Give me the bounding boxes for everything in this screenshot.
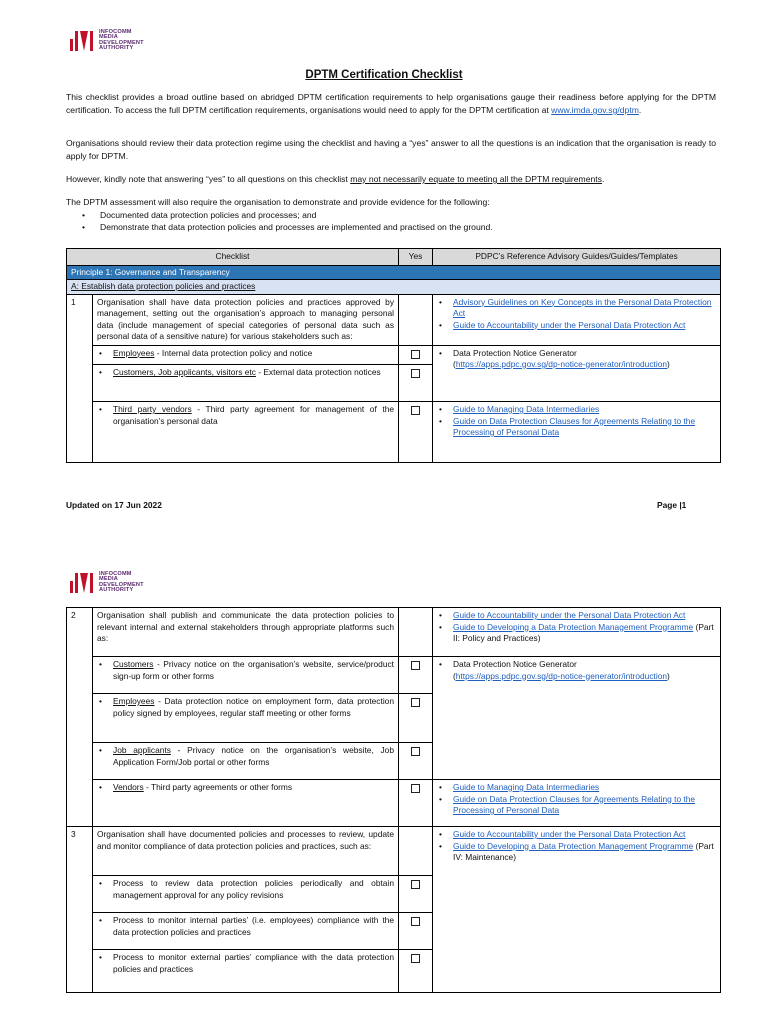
question-1-row (67, 294, 721, 345)
page-number: Page |1 (657, 500, 687, 510)
question-3-text: Organisation shall have documented policies and processes to review, update and monitor compliance of data protection policies and practices, such as: (93, 827, 399, 876)
q1-item-vendors-row (67, 402, 721, 463)
q2-job-applicants-checkbox[interactable] (411, 747, 420, 756)
q1-item-customers: • Customers, Job applicants, visitors etc - External data protection notices (97, 367, 394, 379)
imda-dptm-link[interactable]: www.imda.gov.sg/dptm (551, 105, 639, 115)
question-3-number: 3 (67, 827, 93, 993)
q3-external-checkbox[interactable] (411, 954, 420, 963)
q2-item-customers: • Customers - Privacy notice on the organisation’s website, service/product sign-up form or other forms (97, 659, 394, 682)
intro-paragraph-1: This checklist provides a broad outline based on abridged DPTM certification requirements to help organisations gauge their readiness before applying for the DPTM certification. To access the full DPTM certification requirements, organisations would need to apply for the DPTM certification at www.imda.gov.sg/dptm. (66, 92, 716, 115)
header-reference: PDPC’s Reference Advisory Guides/Guides/Templates (433, 249, 721, 266)
q3-item-review: • Process to review data protection policies periodically and obtain management approval for any policy revisions (97, 878, 394, 901)
header-yes: Yes (399, 249, 433, 266)
intro-paragraph-3-text: However, kindly note that answering “yes” to all questions on this checklist (66, 174, 351, 184)
q2-item-vendors: • Vendors - Third party agreements or other forms (97, 782, 394, 794)
logo-line-2: MEDIA (99, 34, 119, 41)
notice-generator-link[interactable]: https://apps.pdpc.gov.sg/dp-notice-generator/introduction (455, 359, 668, 369)
imda-logo (70, 30, 144, 52)
q1-employees-checkbox[interactable] (411, 350, 420, 359)
updated-date: Updated on 17 Jun 2022 (66, 500, 162, 510)
q2-notice-generator-link[interactable]: https://apps.pdpc.gov.sg/dp-notice-generator/introduction (455, 670, 668, 681)
q2-item-employees: • Employees - Data protection notice on employment form, data protection policy signed by employees, regular staff meeting or other forms (97, 696, 394, 719)
question-3-row (67, 827, 721, 876)
logo2-line-1: INFOCOMM (99, 571, 132, 577)
q2-customers-checkbox[interactable] (411, 661, 420, 670)
q2-vendors-checkbox[interactable] (411, 784, 420, 793)
q3-item-external-compliance: • Process to monitor external parties’ compliance with the data protection policies and practices (97, 952, 394, 975)
q1-customers-checkbox[interactable] (411, 369, 420, 378)
q1-item-vendors: • Third party vendors - Third party agreement for management of the organisation’s personal data (97, 404, 394, 427)
logo2-line-3: DEVELOPMENT (99, 581, 144, 588)
ref-key-concepts-link[interactable]: Advisory Guidelines on Key Concepts in the Personal Data Protection Act (453, 296, 712, 318)
question-2-row (67, 608, 721, 657)
logo2-line-4: AUTHORITY (99, 587, 134, 594)
logo-line-4: AUTHORITY (99, 45, 134, 52)
q1-vendor-references (433, 402, 721, 463)
logo2-line-2: MEDIA (99, 576, 119, 583)
q3-review-checkbox[interactable] (411, 880, 420, 889)
question-3-references: • Guide to Accountability under the Personal Data Protection Act • Guide to Developing a Data Protection Management Programme (Part IV: Maintenance) (433, 827, 721, 993)
q1-vendors-checkbox[interactable] (411, 406, 420, 415)
header-checklist: Checklist (67, 249, 399, 266)
intro-paragraph-1-text: This checklist provides a broad outline based on abridged DPTM certification requirements to help organisations gauge their readiness before applying for the DPTM certification. To access the full DPTM certification requirements, organisations would need to apply for the DPTM certification at (66, 92, 716, 115)
logo-line-3: DEVELOPMENT (99, 39, 144, 46)
imda-logo-mark-page-2 (70, 573, 95, 593)
intro-paragraph-3-emphasis: may not necessarily equate to meeting all the DPTM requirements (350, 174, 602, 184)
principle-1-row: Principle 1: Governance and Transparency (67, 265, 721, 280)
section-a-row: A: Establish data protection policies and practices (67, 280, 721, 295)
q2-ref-dpmp-link[interactable]: Guide to Developing a Data Protection Management Programme (453, 621, 694, 632)
q3-internal-checkbox[interactable] (411, 917, 420, 926)
imda-logo-mark (70, 31, 95, 51)
q3-ref-accountability-link[interactable]: Guide to Accountability under the Personal Data Protection Act (453, 829, 686, 839)
checklist-table-page-1 (66, 248, 721, 463)
ref-data-intermediaries-link[interactable]: Guide to Managing Data Intermediaries (453, 404, 600, 414)
q2-ref-data-protection-clauses-link[interactable]: Guide on Data Protection Clauses for Agreements Relating to the Processing of Personal Data (453, 793, 696, 815)
q1-item-employees-row (67, 345, 721, 365)
question-1-references (433, 294, 721, 345)
q1-notice-generator: • Data Protection Notice Generator (https://apps.pdpc.gov.sg/dp-notice-generator/introduction) (433, 345, 721, 402)
q1-item-employees: • Employees - Internal data protection policy and notice (97, 348, 394, 360)
question-2-references: • Guide to Accountability under the Personal Data Protection Act • Guide to Developing a Data Protection Management Programme (Part II: Policy and Practices) (433, 608, 721, 657)
q2-item-vendors-row (67, 780, 721, 827)
question-2-text: Organisation shall publish and communicate the data protection policies to relevant internal and external stakeholders through appropriate platforms such as: (93, 608, 399, 657)
ref-accountability-link[interactable]: Guide to Accountability under the Personal Data Protection Act (453, 319, 686, 330)
evidence-bullet-list (80, 209, 493, 233)
q2-item-customers-row (67, 657, 721, 694)
q2-vendor-references (433, 780, 721, 827)
q2-item-job-applicants: • Job applicants - Privacy notice on the organisation’s website, Job Application Form/Job portal or other forms (97, 745, 394, 768)
imda-logo-page-2 (70, 572, 144, 594)
evidence-bullet-1: • Documented data protection policies and processes; and (80, 209, 493, 221)
q3-item-internal-compliance: • Process to monitor internal parties’ (i.e. employees) compliance with the data protection policies and practices (97, 915, 394, 938)
document-title: DPTM Certification Checklist (305, 69, 463, 81)
checklist-table-page-2 (66, 607, 721, 993)
intro-paragraph-4: The DPTM assessment will also require the organisation to demonstrate and provide evidence for the following: (66, 197, 490, 207)
ref-data-protection-clauses-link[interactable]: Guide on Data Protection Clauses for Agreements Relating to the Processing of Personal Data (453, 415, 696, 437)
question-2-number: 2 (67, 608, 93, 827)
q2-ref-data-intermediaries-link[interactable]: Guide to Managing Data Intermediaries (453, 782, 600, 792)
evidence-bullet-2: • Demonstrate that data protection policies and processes are implemented and practised on the ground. (80, 221, 493, 233)
q2-notice-generator: • Data Protection Notice Generator (https://apps.pdpc.gov.sg/dp-notice-generator/introduction) (433, 657, 721, 780)
q3-ref-dpmp-link[interactable]: Guide to Developing a Data Protection Management Programme (453, 840, 694, 851)
question-1-number: 1 (67, 294, 93, 463)
intro-paragraph-2: Organisations should review their data protection regime using the checklist and having a “yes” answer to all the questions is an indication that the organisation is ready to apply for DPTM. (66, 138, 716, 161)
intro-paragraph-3: However, kindly note that answering “yes” to all questions on this checklist may not necessarily equate to meeting all the DPTM requirements. (66, 174, 605, 184)
q2-ref-accountability-link[interactable]: Guide to Accountability under the Personal Data Protection Act (453, 610, 686, 620)
logo-line-1: INFOCOMM (99, 29, 132, 35)
question-1-text: Organisation shall have data protection policies and practices approved by management, setting out the organisation’s approach to managing personal data (include management of special categories of personal data such as personal data of a sensitive nature) for various stakeholders such as: (93, 294, 399, 345)
q2-employees-checkbox[interactable] (411, 698, 420, 707)
